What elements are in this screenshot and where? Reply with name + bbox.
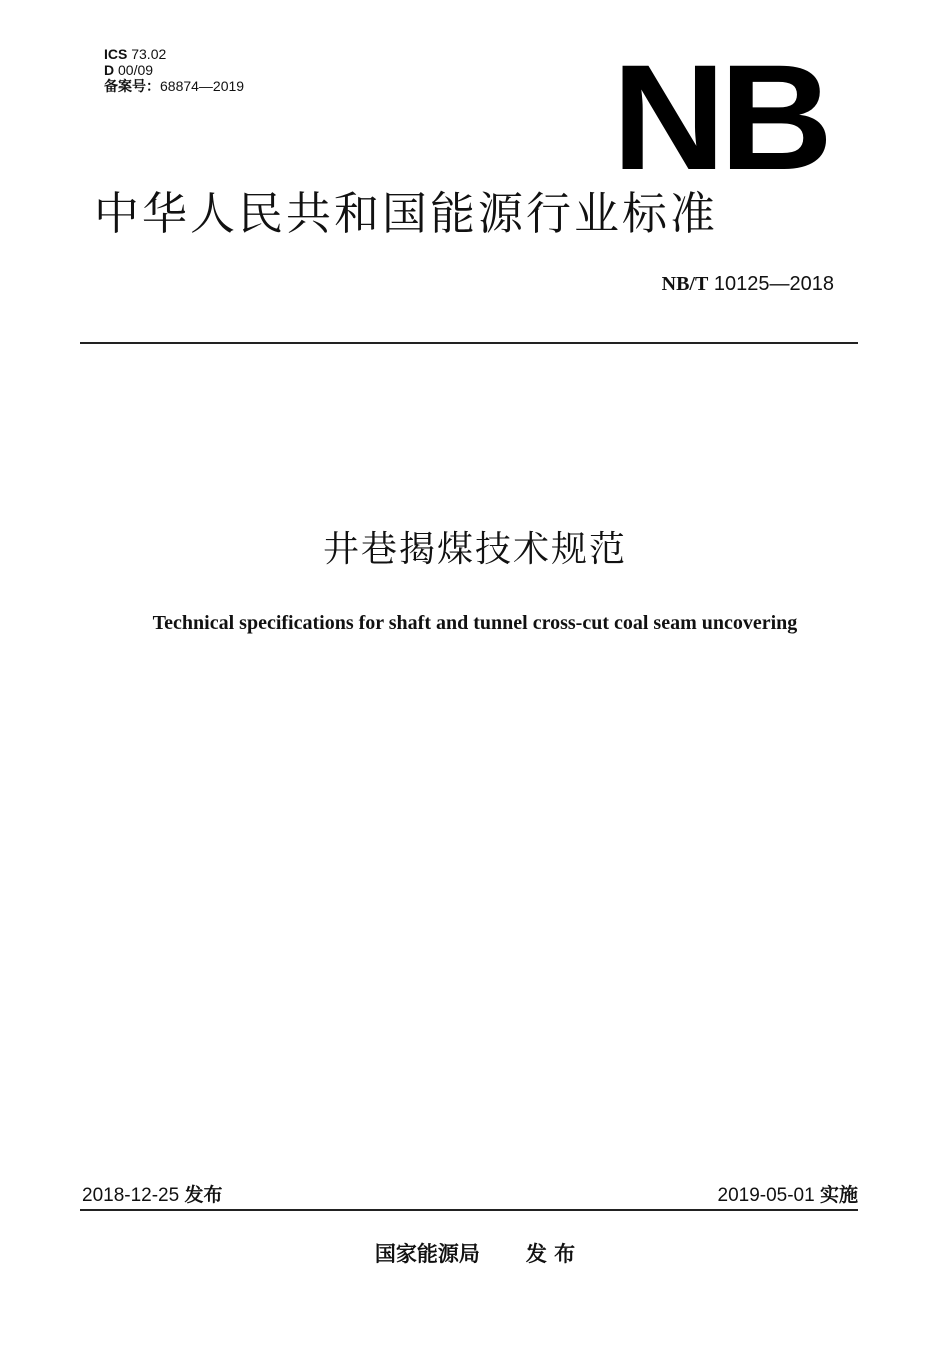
class-line bbox=[104, 62, 244, 78]
issue-date-line bbox=[82, 1184, 223, 1208]
publisher-name: 国家能源局 bbox=[374, 1242, 480, 1266]
record-line bbox=[104, 78, 244, 94]
ics-value: 73.02 bbox=[131, 46, 167, 62]
implementation-date: 2019-05-01 bbox=[717, 1185, 815, 1206]
record-label: 备案号： bbox=[104, 78, 160, 94]
class-label: D bbox=[104, 62, 115, 78]
publisher-action: 发 布 bbox=[525, 1242, 576, 1266]
ics-label: ICS bbox=[104, 46, 128, 62]
issue-label: 发布 bbox=[184, 1185, 223, 1206]
document-title-en: Technical specifications for shaft and tunnel cross-cut coal seam uncovering bbox=[152, 612, 798, 634]
standard-prefix: NB/T bbox=[661, 273, 709, 295]
top-divider bbox=[80, 342, 858, 344]
issue-date: 2018-12-25 bbox=[82, 1185, 180, 1206]
publisher-line bbox=[0, 1240, 950, 1268]
classification-block bbox=[104, 46, 244, 94]
standard-number bbox=[662, 272, 834, 296]
standard-code: 10125—2018 bbox=[713, 273, 834, 295]
nb-logo: NB bbox=[612, 33, 827, 201]
document-title-cn: 井巷揭煤技术规范 bbox=[322, 529, 627, 570]
org-title: 中华人民共和国能源行业标准 bbox=[94, 187, 719, 240]
class-value: 00/09 bbox=[118, 62, 154, 78]
implementation-label: 实施 bbox=[819, 1185, 858, 1206]
bottom-divider bbox=[80, 1209, 858, 1211]
implementation-date-line bbox=[718, 1184, 859, 1208]
record-value: 68874—2019 bbox=[160, 78, 245, 94]
ics-line bbox=[104, 46, 244, 62]
